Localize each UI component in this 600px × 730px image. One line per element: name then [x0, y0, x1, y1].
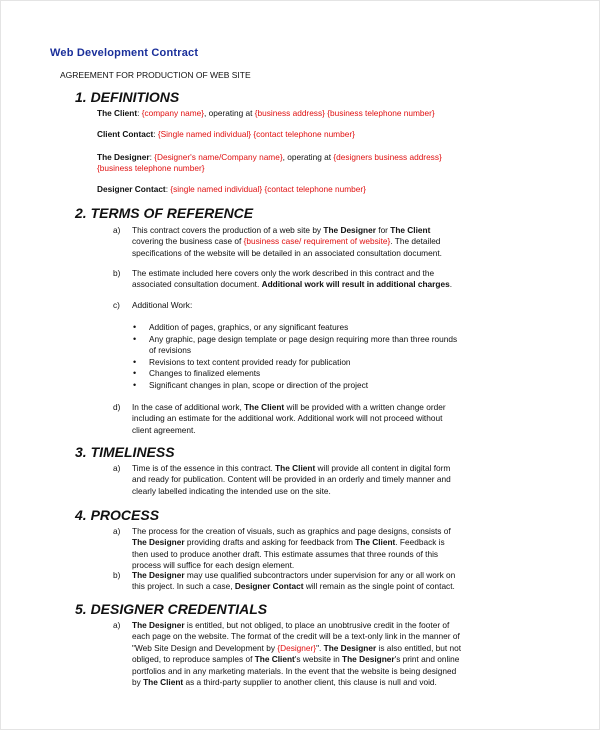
designer-name-placeholder: {Designer's name/Company name} — [154, 152, 283, 162]
definition-designer: The Designer: {Designer's name/Company name}, operating at {designers business address} {business telephone number} — [97, 152, 442, 174]
section-heading-terms: 2. TERMS OF REFERENCE — [75, 205, 254, 221]
client-contact-phone: {contact telephone number} — [253, 129, 355, 139]
client-label: The Client — [97, 108, 138, 118]
list-marker: a) — [113, 225, 121, 235]
bullet: • — [133, 380, 137, 390]
bullet: • — [133, 357, 137, 367]
designer-label: The Designer — [97, 152, 150, 162]
business-case-placeholder: {business case/ requirement of website} — [243, 236, 391, 247]
client-contact-individual: {Single named individual} — [157, 129, 252, 139]
terms-item-b: The estimate included here covers only the work described in this contract and the associated consultation document. Additional work will result in additional charges. — [132, 268, 453, 290]
additional-work-bullet: Addition of pages, graphics, or any significant features — [149, 322, 349, 332]
terms-item-c: Additional Work: — [132, 300, 193, 310]
bullet: • — [133, 368, 137, 378]
bullet: • — [133, 334, 137, 344]
document-title: Web Development Contract — [50, 47, 199, 59]
additional-work-bullet-cont: of revisions — [149, 345, 191, 355]
list-marker: b) — [113, 570, 121, 580]
client-phone-placeholder: {business telephone number} — [327, 108, 435, 118]
list-marker: d) — [113, 402, 121, 412]
additional-work-bullet: Changes to finalized elements — [149, 368, 261, 378]
list-marker: a) — [113, 620, 121, 630]
list-marker: b) — [113, 268, 121, 278]
terms-item-d: In the case of additional work, The Client will be provided with a written change order including an estimate for the additional work. Additional work will not proceed without client agreement. — [132, 402, 446, 435]
designer-address-placeholder: {designers business address} — [333, 152, 442, 162]
credentials-item-a: The Designer is entitled, but not obliged, to place an unobtrusive credit in the footer of each page on the website. The format of the credit will be a text-only link in the manner of "Web Site Design and Development by {Designer}". The Designer is also entitled, but not obliged, to reproduce samples of The Client's website in The Designer's print and online portfolios and in any marketing materials. In the event that the website is being designed by The Client as a third-party supplier to another client, this clause is null and void. — [132, 620, 462, 688]
client-name-placeholder: {company name} — [141, 108, 205, 118]
process-item-a: The process for the creation of visuals, such as graphics and page designs, consists of The Designer providing drafts and asking for feedback from The Client. Feedback is then used to produce another draft. This estimate assumes that three rounds of this process will suffice for each design element. — [132, 526, 451, 571]
client-address-placeholder: {business address} — [254, 108, 325, 118]
terms-item-a: This contract covers the production of a web site by The Designer for The Client covering the business case of {business case/ requirement of website}. The detailed specifications of the website will be detailed in an associated consultation document. — [132, 225, 442, 258]
list-marker: a) — [113, 463, 121, 473]
additional-work-bullet: Any graphic, page design template or page design requiring more than three rounds — [149, 334, 458, 344]
designer-contact-label: Designer Contact — [97, 184, 166, 194]
additional-work-bullet: Revisions to text content provided ready for publication — [149, 357, 351, 367]
section-heading-designer-credentials: 5. DESIGNER CREDENTIALS — [75, 601, 268, 617]
designer-contact-individual: {single named individual} — [170, 184, 263, 194]
additional-work-bullet: Significant changes in plan, scope or direction of the project — [149, 380, 369, 390]
definition-designer-contact: Designer Contact: {single named individual} {contact telephone number} — [97, 184, 366, 194]
client-contact-label: Client Contact — [97, 129, 154, 139]
section-heading-process: 4. PROCESS — [75, 507, 160, 523]
list-marker: c) — [113, 300, 120, 310]
section-heading-definitions: 1. DEFINITIONS — [75, 89, 180, 105]
definition-client: The Client: {company name}, operating at {business address} {business telephone number} — [97, 108, 435, 118]
definition-client-contact: Client Contact: {Single named individual} {contact telephone number} — [97, 129, 355, 139]
bullet: • — [133, 322, 137, 332]
section-heading-timeliness: 3. TIMELINESS — [75, 444, 175, 460]
list-marker: a) — [113, 526, 121, 536]
designer-placeholder: {Designer} — [277, 642, 317, 653]
process-item-b: The Designer may use qualified subcontractors under supervision for any or all work on this project. In such a case, Designer Contact will remain as the single point of contact. — [132, 570, 456, 592]
designer-contact-phone: {contact telephone number} — [264, 184, 366, 194]
document-subtitle: AGREEMENT FOR PRODUCTION OF WEB SITE — [60, 70, 251, 80]
timeliness-item-a: Time is of the essence in this contract. The Client will provide all content in digital form and ready for publication. Content will be provided in an orderly and timely manner and clearly labelled indicating the intended use on the site. — [132, 463, 451, 496]
designer-phone-placeholder: {business telephone number} — [97, 163, 205, 174]
